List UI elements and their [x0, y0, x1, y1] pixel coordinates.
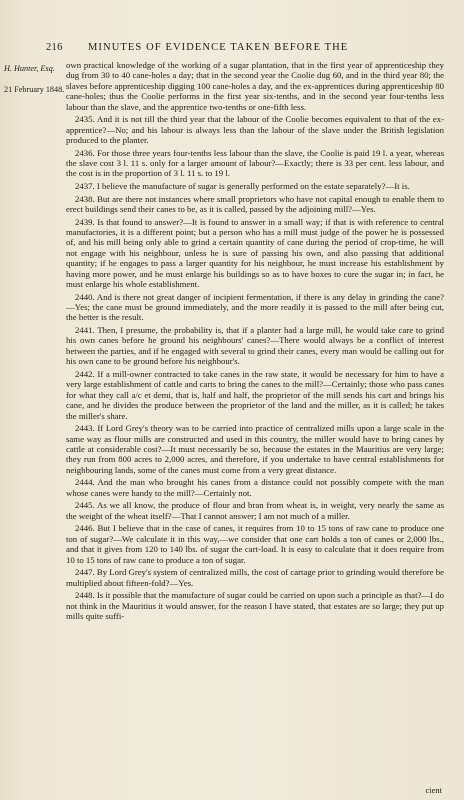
- paragraph-2438: 2438. But are there not instances where small proprietors who have not capital enough to enable them to erect buildings send their canes to be, as it is called, passed by the adjoining mill?—Yes.: [66, 193, 444, 215]
- paragraph-2439: 2439. Is that found to answer?—It is found to answer in a small way; if that is with reference to central manufactories, it is a different point; but a person who has a mill must judge of the power he is possessed of, and his mill being only able to grind a certain quantity of cane during the period of crop-time, he will not engage with his neighbour, unless he is sure of passing his own, and also passing that additional quantity; if he engages to pass a larger quantity for his neighbour, he must increase his establishment by having more power, and he must enlarge his buildings so as to have boxes to cure the sugar in; in fact, he must enlarge his whole establishment.: [66, 216, 444, 290]
- paragraph-2444: 2444. And the man who brought his canes from a distance could not possibly compete with the man whose canes were handy to the mill?—Certainly not.: [66, 477, 444, 498]
- paragraph-2441: 2441. Then, I presume, the probability is, that if a planter had a large mill, he would take care to grind his own canes before he ground his neighbours' canes?—There would always be a conflict of interest between the parties, and if he engaged with several to grind their canes, every man would be calling out for his own cane to be ground before his neighbour's.: [66, 325, 444, 367]
- paragraph-continuation: own practical knowledge of the working of a sugar plantation, that in the first year of apprenticeship they dug from 30 to 40 cane-holes a day; that in the second year the Coolie dug 60, and in the third year 80; the slaves before apprenticeship digging 100 cane-holes a day, and the ex-apprentices during apprenticeship 80 cane-holes; thus the Coolie performs in the first year six-tenths, and in the second year four-tenths less labour than the slave, and the apprentice two-tenths or one-fifth less.: [66, 60, 444, 112]
- page-number: 216: [46, 42, 63, 53]
- running-title: MINUTES OF EVIDENCE TAKEN BEFORE THE: [88, 42, 349, 53]
- evidence-text: [66, 60, 444, 624]
- paragraph-2445: 2445. As we all know, the produce of flour and bran from wheat is, in weight, very nearly the same as the weight of the wheat itself?—That I cannot answer; I am not much of a miller.: [66, 500, 444, 521]
- paragraph-2437: 2437. I believe the manufacture of sugar is generally performed on the estate separately?—It is.: [75, 181, 410, 192]
- paragraph-2447: 2447. By Lord Grey's system of centralized mills, the cost of cartage prior to grinding would therefore be multiplied about fifteen-fold?—Yes.: [66, 567, 444, 588]
- paragraph-2440: 2440. And is there not great danger of incipient fermentation, if there is any delay in grinding the cane?—Yes; the cane must be ground immediately, and the more readily it is passed to the mill after being cut, the better is the result.: [66, 291, 444, 323]
- paragraph-2446: 2446. But I believe that in the case of canes, it requires from 10 to 15 tons of raw cane to produce one ton of sugar?—We calculate it in this way,—we consider that one cart holds a ton of canes or 2,000 lbs., and that it gives from 120 to 140 lbs. of sugar the cart-load. It is easy to calculate that it does require from 10 to 15 tons of raw cane to produce a ton of sugar.: [66, 523, 444, 565]
- paragraph-2442: 2442. If a mill-owner contracted to take canes in the raw state, it would be necessary for him to have a very large establishment of cattle and carts to bring the canes to the mill?—Certainly; those who pass canes for what they call a/c et demi, that is, half and half, the proprietor of the mill sends his cart and brings his cane, and he divides the produce between the proprietor of the land and the miller, as it is called; he takes the miller's share.: [66, 368, 444, 421]
- paragraph-2436: 2436. For those three years four-tenths less labour than the slave, the Coolie is paid 19 l. a year, whereas the slave cost 3 l. 11 s. only for a larger amount of labour?—Exactly; there is 33 per cent. less labour, and the cost is in the proportion of 3 l. 11 s. to 19 l.: [66, 147, 444, 179]
- margin-date: 21 February 1848.: [4, 85, 65, 94]
- paragraph-2443: 2443. If Lord Grey's theory was to be carried into practice of centralized mills upon a large scale in the same way as flour mills are constructed and used in this country, the miller would have to bring canes by cattle at considerable cost?—It must necessarily be so, because the estates in the Mauritius are very large; they run from 800 acres to 2,000 acres, and therefore, if you undertake to have central establishments for neighbouring lands, some of the canes must come from a very great distance.: [66, 423, 444, 475]
- paragraph-2448: 2448. Is it possible that the manufacture of sugar could be carried on upon such a principle as that?—I do not think in the Mauritius it would answer, for the reason I have stated, that estates are so large; they put up mills quite suffi-: [66, 590, 444, 621]
- margin-witness-name: H. Hunter, Esq.: [4, 64, 55, 73]
- paragraph-2435: 2435. And it is not till the third year that the labour of the Coolie becomes equivalent to that of the ex-apprentice?—No; and his labour is always less than the labour of the slave under the British legislation produced to the planter.: [66, 114, 444, 146]
- page-header: [0, 42, 464, 58]
- catchword: cient: [425, 785, 442, 795]
